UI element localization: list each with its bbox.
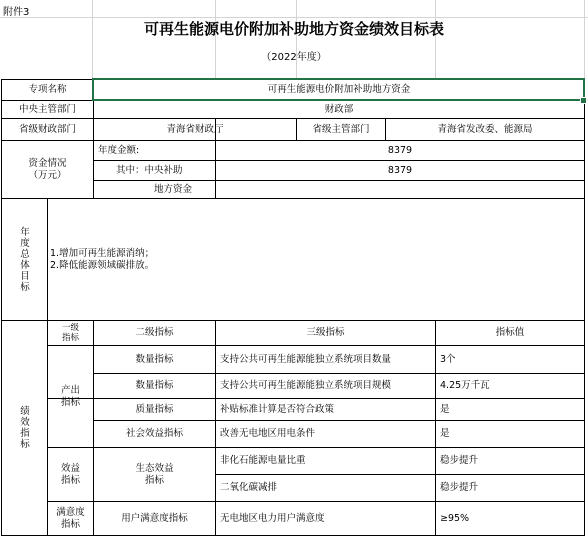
local-funds-value[interactable]	[216, 181, 584, 198]
annual-goal-label	[18, 199, 32, 320]
level3-cell: 支持公共可再生能源能独立系统项目规模	[220, 380, 392, 391]
satisfaction-indicators-label	[48, 502, 93, 535]
level2-cell	[94, 448, 215, 501]
level2-cell: 质量指标	[135, 403, 174, 415]
project-name-value[interactable]: 可再生能源电价附加补助地方资金	[267, 84, 411, 95]
level3-cell: 非化石能源电量比重	[220, 455, 306, 466]
performance-indicators-label	[18, 321, 32, 535]
goal-line: 1.增加可再生能源消纳；	[50, 247, 155, 259]
ecological-benefit-text: 生态效益 指标	[135, 462, 174, 486]
indicator-value[interactable]: 3个	[440, 353, 456, 365]
prov-dept-value[interactable]: 青海省发改委、能源局	[437, 123, 533, 135]
level2-cell: 数量指标	[135, 353, 174, 365]
prov-dept-label: 省级主管部门	[312, 123, 370, 135]
level3-cell: 改善无电地区用电条件	[220, 428, 316, 439]
prov-finance-value[interactable]: 青海省财政厅	[166, 123, 224, 135]
header-level1	[48, 321, 93, 345]
level2-cell: 用户满意度指标	[121, 512, 188, 524]
level3-cell: 支持公共可再生能源能独立系统项目数量	[220, 353, 392, 365]
central-dept-label: 中央主管部门	[18, 103, 76, 115]
level3-cell: 补贴标准计算是否符合政策	[220, 403, 335, 415]
attachment-label: 附件3	[3, 7, 30, 18]
level3-cell: 无电地区电力用户满意度	[220, 512, 325, 524]
level2-cell: 社会效益指标	[125, 428, 183, 439]
indicator-value[interactable]: 稳步提升	[440, 455, 479, 466]
prov-finance-label: 省级财政部门	[18, 123, 76, 135]
indicator-value[interactable]: 4.25万千瓦	[440, 380, 490, 391]
level2-cell: 数量指标	[135, 380, 174, 391]
header-level3: 三级指标	[306, 327, 345, 338]
satisfaction-indicators-text: 满意度 指标	[56, 506, 85, 530]
annual-goal-label-text: 年度总体目标	[20, 226, 30, 293]
level3-cell: 二氧化碳减排	[220, 482, 278, 493]
central-subsidy-value[interactable]: 8379	[387, 164, 413, 176]
cell-selection	[92, 78, 585, 101]
output-indicators-label	[48, 346, 93, 447]
central-dept-value[interactable]: 财政部	[324, 103, 354, 115]
annual-amount-value[interactable]: 8379	[387, 144, 413, 156]
benefit-indicators-label	[48, 448, 93, 501]
benefit-indicators-text: 效益指标	[60, 462, 80, 486]
indicator-value[interactable]: ≥95%	[440, 512, 470, 524]
local-funds-label: 地方资金	[154, 183, 193, 195]
page-title: 可再生能源电价附加补助地方资金绩效目标表	[143, 20, 444, 38]
indicator-value[interactable]: 是	[440, 428, 450, 439]
goal-line: 2.降低能源领域碳排放。	[50, 259, 155, 271]
header-level2: 二级指标	[135, 327, 174, 338]
funding-label-text: 资金情况 （万元）	[28, 157, 67, 181]
header-value: 指标值	[495, 327, 525, 338]
output-indicators-text: 产出指标	[60, 384, 80, 408]
indicator-value[interactable]: 是	[440, 403, 450, 415]
funding-label	[2, 141, 93, 198]
project-name-label: 专项名称	[28, 84, 67, 95]
annual-amount-label: 年度金额:	[98, 144, 140, 156]
central-subsidy-label: 其中：中央补助	[116, 164, 183, 176]
header-level1-text: 一级 指标	[61, 323, 79, 343]
indicator-value[interactable]: 稳步提升	[440, 482, 479, 493]
page-subtitle: （2022年度）	[261, 52, 327, 63]
performance-indicators-label-text: 绩效指标	[20, 406, 30, 450]
annual-goal-content[interactable]	[48, 199, 584, 320]
